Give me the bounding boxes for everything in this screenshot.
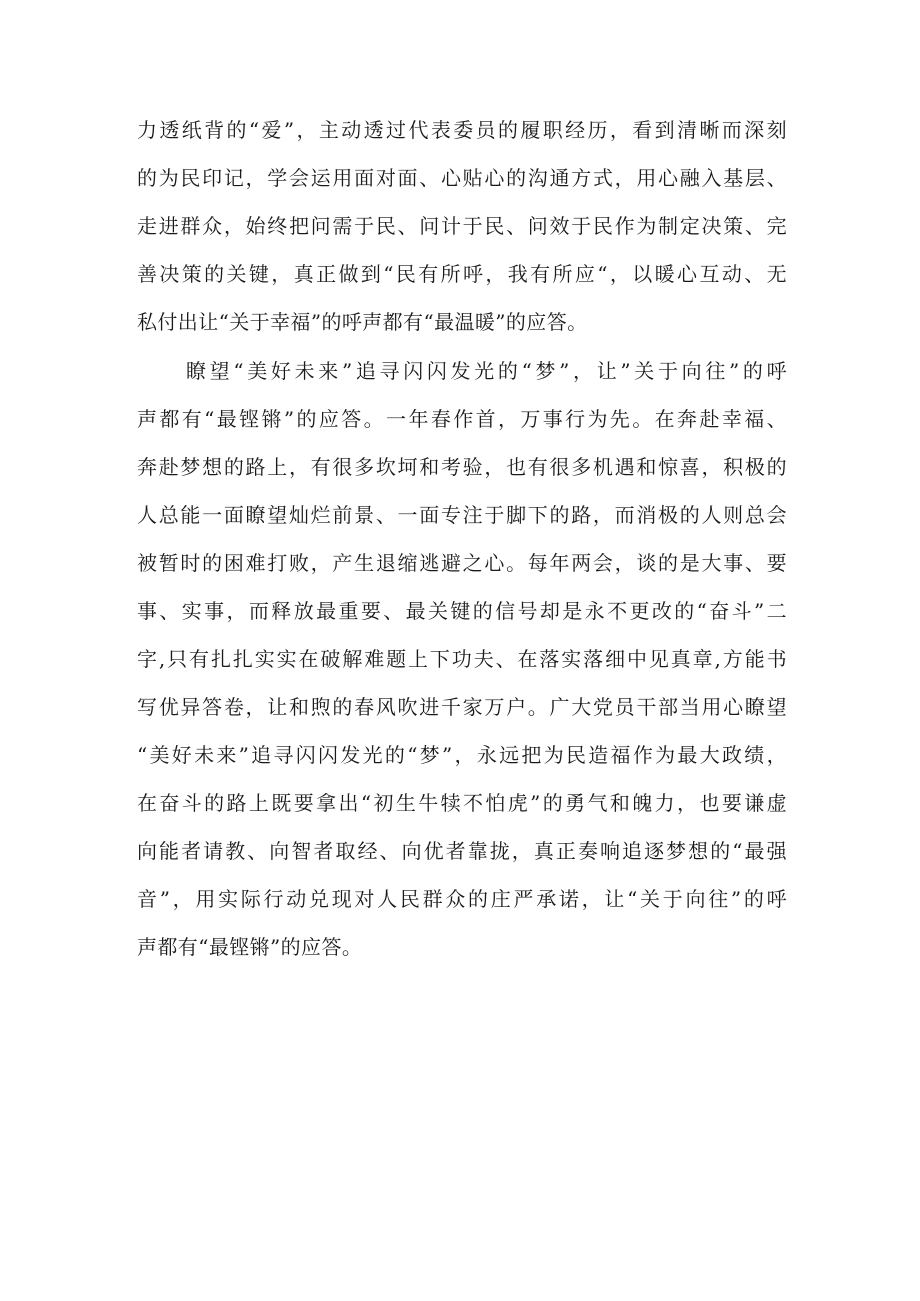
text-line: “美好未来”追寻闪闪发光的“梦”，永远把为民造福作为最大政绩，: [137, 743, 787, 767]
text-line: 事、实事，而释放最重要、最关键的信号却是永不更改的“奋斗”二: [137, 599, 787, 623]
text-line: 的为民印记，学会运用面对面、心贴心的沟通方式，用心融入基层、: [137, 166, 787, 190]
text-line: 字,只有扎扎实实在破解难题上下功夫、在落实落细中见真章,方能书: [137, 647, 787, 671]
text-line: 奔赴梦想的路上，有很多坎坷和考验，也有很多机遇和惊喜，积极的: [137, 455, 787, 479]
text-line: 人总能一面瞭望灿烂前景、一面专注于脚下的路，而消极的人则总会: [137, 503, 787, 527]
text-line: 善决策的关键，真正做到“民有所呼，我有所应“，以暖心互动、无: [137, 262, 787, 286]
text-line: 力透纸背的“爱”，主动透过代表委员的履职经历，看到清晰而深刻: [137, 118, 787, 142]
text-line: 瞭望“美好未来”追寻闪闪发光的“梦”，让”关于向往”的呼: [186, 359, 787, 383]
text-line: 走进群众，始终把问需于民、问计于民、问效于民作为制定决策、完: [137, 214, 787, 238]
text-line: 被暂时的困难打败，产生退缩逃避之心。每年两会，谈的是大事、要: [137, 551, 787, 575]
text-line: 声都有“最铿锵”的应答。一年春作首，万事行为先。在奔赴幸福、: [137, 407, 787, 431]
text-line: 私付出让“关于幸福”的呼声都有“最温暖”的应答。: [137, 310, 588, 334]
text-line: 声都有“最铿锵”的应答。: [137, 935, 363, 959]
text-line: 向能者请教、向智者取经、向优者靠拢，真正奏响追逐梦想的“最强: [137, 839, 787, 863]
text-line: 写优异答卷，让和煦的春风吹进千家万户。广大党员干部当用心瞭望: [137, 695, 787, 719]
text-line: 在奋斗的路上既要拿出“初生牛犊不怕虎”的勇气和魄力，也要谦虚: [137, 791, 787, 815]
text-line: 音”，用实际行动兑现对人民群众的庄严承诺，让“关于向往”的呼: [137, 887, 787, 911]
